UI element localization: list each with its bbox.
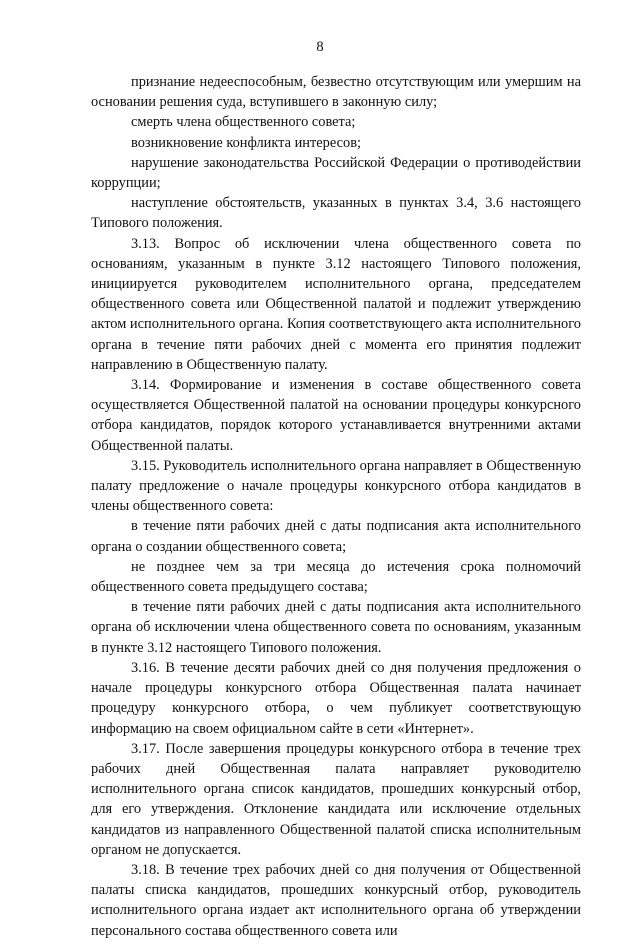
paragraph-grounds-conflict-of-interest: возникновение конфликта интересов; xyxy=(131,134,362,151)
paragraph-3-15-item-exclusion: в течение пяти рабочих дней с даты подписания акта исполнительного органа об исключении члена общественного совета по основаниям, указанным в пункте 3.12 настоящего Типового положения. xyxy=(91,599,581,656)
paragraph-grounds-corruption-law: нарушение законодательства Российской Федерации о противодействии коррупции; xyxy=(91,154,581,192)
paragraph-3-15: 3.15. Руководитель исполнительного органа направляет в Общественную палату предложение о начале процедуры конкурсного отбора кандидатов в члены общественного совета: xyxy=(91,457,581,515)
document-body xyxy=(91,72,581,941)
paragraph-3-13: 3.13. Вопрос об исключении члена общественного совета по основаниям, указанным в пункте 3.12 настоящего Типового положения, инициируется руководителем исполнительного органа, председателем общественного совета или Общественной палатой и подлежит утверждению актом исполнительного органа. Копия соответствующего акта исполнительного органа в течение пяти рабочих дней с момента его принятия подлежит направлению в Общественную палату. xyxy=(91,235,581,373)
paragraph-3-17: 3.17. После завершения процедуры конкурсного отбора в течение трех рабочих дней Общественная палата направляет руководителю исполнительного органа список кандидатов, прошедших конкурсный отбор, для его утверждения. Отклонение кандидата или исключение отдельных кандидатов из направленного Общественной палатой списка исполнительным органом не допускается. xyxy=(91,740,581,858)
paragraph-grounds-death: смерть члена общественного совета; xyxy=(131,114,356,131)
paragraph-3-18: 3.18. В течение трех рабочих дней со дня получения от Общественной палаты списка кандидатов, прошедших конкурсный отбор, руководитель исполнительного органа издает акт исполнительного органа об утверждении персонального состава общественного совета или xyxy=(91,861,581,939)
paragraph-3-14: 3.14. Формирование и изменения в составе общественного совета осуществляется Общественной палатой на основании процедуры конкурсного отбора кандидатов, порядок которого устанавливается внутренними актами Общественной палаты. xyxy=(91,377,581,454)
paragraph-3-15-item-creation: в течение пяти рабочих дней с даты подписания акта исполнительного органа о создании общественного совета; xyxy=(91,518,581,555)
paragraph-3-16: 3.16. В течение десяти рабочих дней со дня получения предложения о начале процедуры конкурсного отбора Общественная палата начинает процедуру конкурсного отбора, о чем публикует соответствующую информацию на своем официальном сайте в сети «Интернет». xyxy=(91,659,581,737)
page-number: 8 xyxy=(316,39,324,55)
paragraph-grounds-incapacity: признание недееспособным, безвестно отсутствующим или умершим на основании решения суда, вступившего в законную силу; xyxy=(91,74,581,111)
paragraph-grounds-circumstances: наступление обстоятельств, указанных в пунктах 3.4, 3.6 настоящего Типового положения. xyxy=(91,195,581,232)
paragraph-3-15-item-term-expiry: не позднее чем за три месяца до истечения срока полномочий общественного совета предыдущего состава; xyxy=(91,558,581,596)
